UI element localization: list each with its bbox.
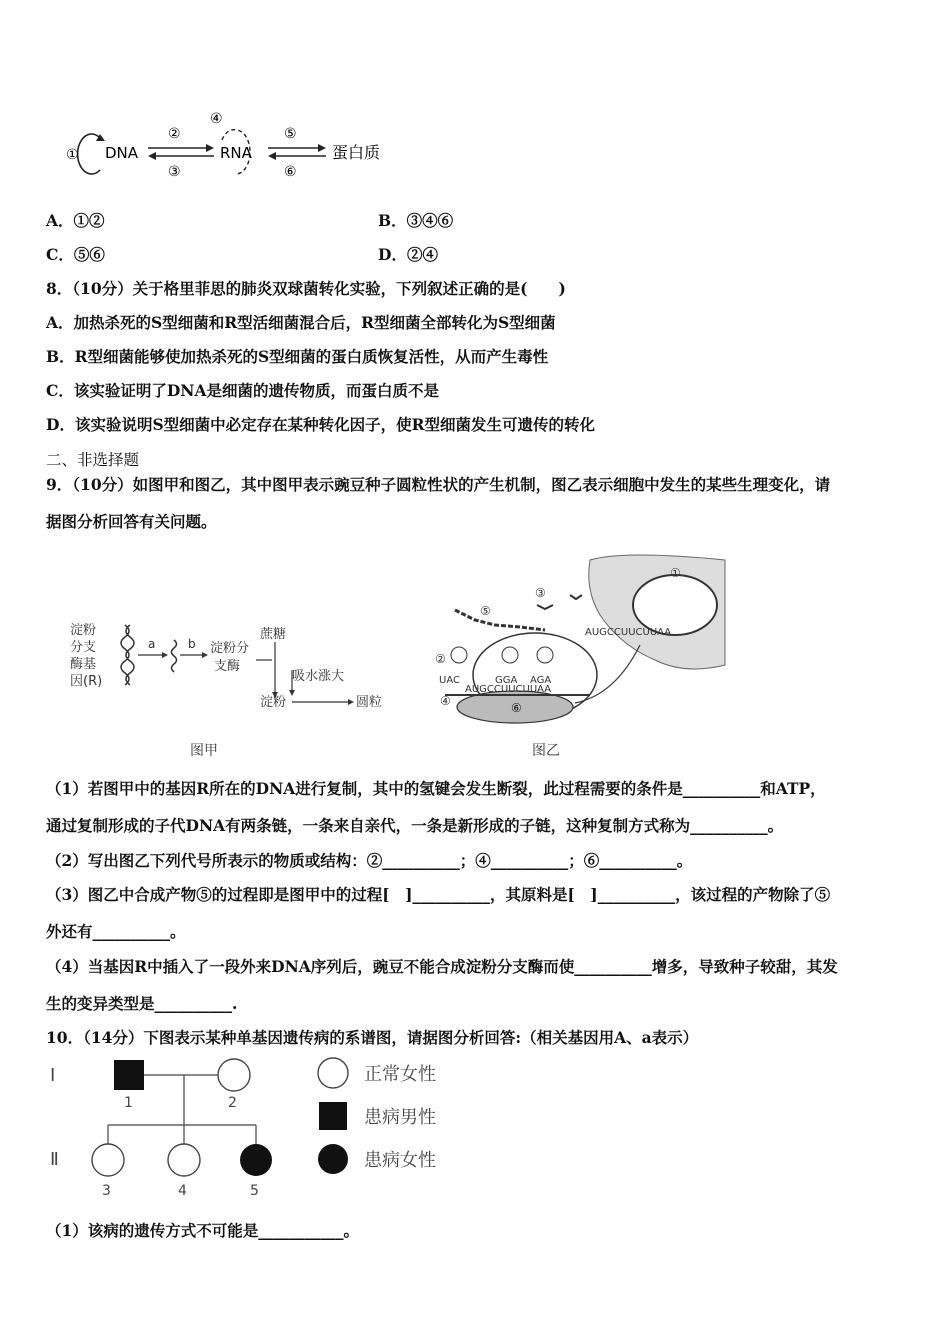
individual-II3	[92, 1144, 124, 1176]
svg-text:③: ③	[535, 586, 546, 600]
label-4: ④	[210, 111, 223, 127]
q8-stem: 8．（10分）关于格里菲思的肺炎双球菌转化实验，下列叙述正确的是( )	[46, 279, 566, 298]
q10-stem: 10．（14分）下图表示某种单基因遗传病的系谱图，请据图分析回答:（相关基因用A、a表示）	[46, 1028, 699, 1047]
svg-text:2: 2	[228, 1095, 237, 1111]
svg-text:圆粒: 圆粒	[356, 695, 383, 710]
figure-yi-caption: 图乙	[532, 743, 560, 759]
legend-normal-female-icon	[318, 1058, 348, 1088]
individual-I2	[218, 1059, 250, 1091]
q9-part3-line1: （3）图乙中合成产物⑤的过程即是图甲中的过程[ ]__________，其原料是[ ]__________，该过程的产物除了⑤	[46, 885, 831, 904]
label-3: ③	[168, 164, 181, 180]
q9-stem-line1: 9．（10分）如图甲和图乙，其中图甲表示豌豆种子圆粒性状的产生机制，图乙表示细胞中发生的某些生理变化，请	[46, 475, 831, 494]
svg-text:3: 3	[102, 1183, 111, 1199]
q9-part4-line2: 生的变异类型是__________.	[46, 994, 238, 1013]
generation-1-label: Ⅰ	[50, 1065, 56, 1086]
svg-text:分支: 分支	[70, 640, 97, 655]
svg-text:淀粉分: 淀粉分	[210, 641, 250, 656]
svg-text:⑤: ⑤	[480, 604, 491, 618]
figure-yi	[425, 555, 730, 735]
q9-part1-line1: （1）若图甲中的基因R所在的DNA进行复制，其中的氢键会发生断裂，此过程需要的条件是__________和ATP，	[46, 779, 826, 798]
label-2: ②	[168, 126, 181, 142]
svg-text:GGA: GGA	[495, 675, 518, 686]
q8-option-a: A．加热杀死的S型细菌和R型活细菌混合后，R型细菌全部转化为S型细菌	[46, 313, 556, 332]
q9-stem-line2: 据图分析回答有关问题。	[46, 512, 217, 531]
pedigree-chart	[46, 1055, 466, 1205]
central-dogma-diagram	[60, 108, 400, 188]
svg-text:a: a	[148, 637, 156, 651]
svg-text:支酶: 支酶	[214, 659, 241, 674]
dna-label: DNA	[105, 144, 139, 162]
figure-jia-caption: 图甲	[190, 743, 218, 759]
generation-2-label: Ⅱ	[50, 1149, 59, 1170]
svg-text:5: 5	[250, 1183, 259, 1199]
label-6: ⑥	[284, 164, 297, 180]
legend-affected-male: 患病男性	[364, 1107, 436, 1128]
label-1: ①	[66, 147, 79, 163]
protein-label: 蛋白质	[332, 143, 381, 162]
q8-option-c: C．该实验证明了DNA是细菌的遗传物质，而蛋白质不是	[46, 381, 439, 400]
legend-affected-female-icon	[318, 1144, 348, 1174]
q8-option-d: D．该实验说明S型细菌中必定存在某种转化因子，使R型细菌发生可遗传的转化	[46, 415, 596, 434]
svg-text:①: ①	[670, 566, 681, 580]
peptide-chain	[455, 610, 545, 630]
svg-text:AGA: AGA	[530, 675, 552, 686]
q9-part2: （2）写出图乙下列代号所表示的物质或结构：②__________；④__________；⑥__________。	[46, 851, 693, 870]
q9-part4-line1: （4）当基因R中插入了一段外来DNA序列后，豌豆不能合成淀粉分支酶而使__________增多，导致种子较甜，其发	[46, 957, 838, 976]
q7-option-a: A．①②	[46, 211, 105, 230]
svg-text:淀粉: 淀粉	[260, 695, 287, 710]
q7-option-d: D．②④	[378, 245, 438, 264]
svg-text:吸水涨大: 吸水涨大	[292, 669, 345, 684]
legend-normal-female: 正常女性	[364, 1064, 436, 1085]
svg-text:淀粉: 淀粉	[70, 623, 97, 638]
q8-option-b: B．R型细菌能够使加热杀死的S型细菌的蛋白质恢复活性，从而产生毒性	[46, 347, 549, 366]
individual-I1	[114, 1060, 144, 1090]
label-5: ⑤	[284, 126, 297, 142]
svg-text:b: b	[188, 637, 196, 651]
svg-text:4: 4	[178, 1183, 187, 1199]
legend-affected-male-icon	[319, 1102, 347, 1130]
svg-text:②: ②	[435, 652, 446, 666]
q9-part1-line2: 通过复制形成的子代DNA有两条链，一条来自亲代，一条是新形成的子链，这种复制方式称为__________。	[46, 816, 784, 835]
svg-text:1: 1	[124, 1095, 133, 1111]
section-heading: 二、非选择题	[46, 451, 140, 469]
svg-text:AUGCCUUCUUAA: AUGCCUUCUUAA	[585, 627, 672, 638]
rna-label: RNA	[220, 144, 252, 162]
q7-option-b: B．③④⑥	[378, 211, 454, 230]
q10-part1: （1）该病的遗传方式不可能是___________。	[46, 1221, 360, 1240]
svg-text:④: ④	[440, 694, 451, 708]
svg-text:因(R): 因(R)	[70, 674, 103, 689]
svg-text:AUGCCUUCUUAA: AUGCCUUCUUAA	[465, 684, 552, 695]
svg-text:蔗糖: 蔗糖	[260, 627, 287, 642]
figure-jia	[70, 620, 400, 710]
dna-double-helix	[633, 575, 717, 635]
svg-text:酶基: 酶基	[70, 657, 97, 672]
q9-part3-line2: 外还有__________。	[46, 922, 186, 941]
legend-affected-female: 患病女性	[364, 1150, 436, 1171]
svg-text:UAC: UAC	[439, 675, 460, 686]
q7-option-c: C．⑤⑥	[46, 245, 105, 264]
svg-text:⑥: ⑥	[511, 701, 522, 715]
individual-II4	[168, 1144, 200, 1176]
mrna-strand-icon	[172, 640, 177, 672]
individual-II5	[240, 1144, 272, 1176]
